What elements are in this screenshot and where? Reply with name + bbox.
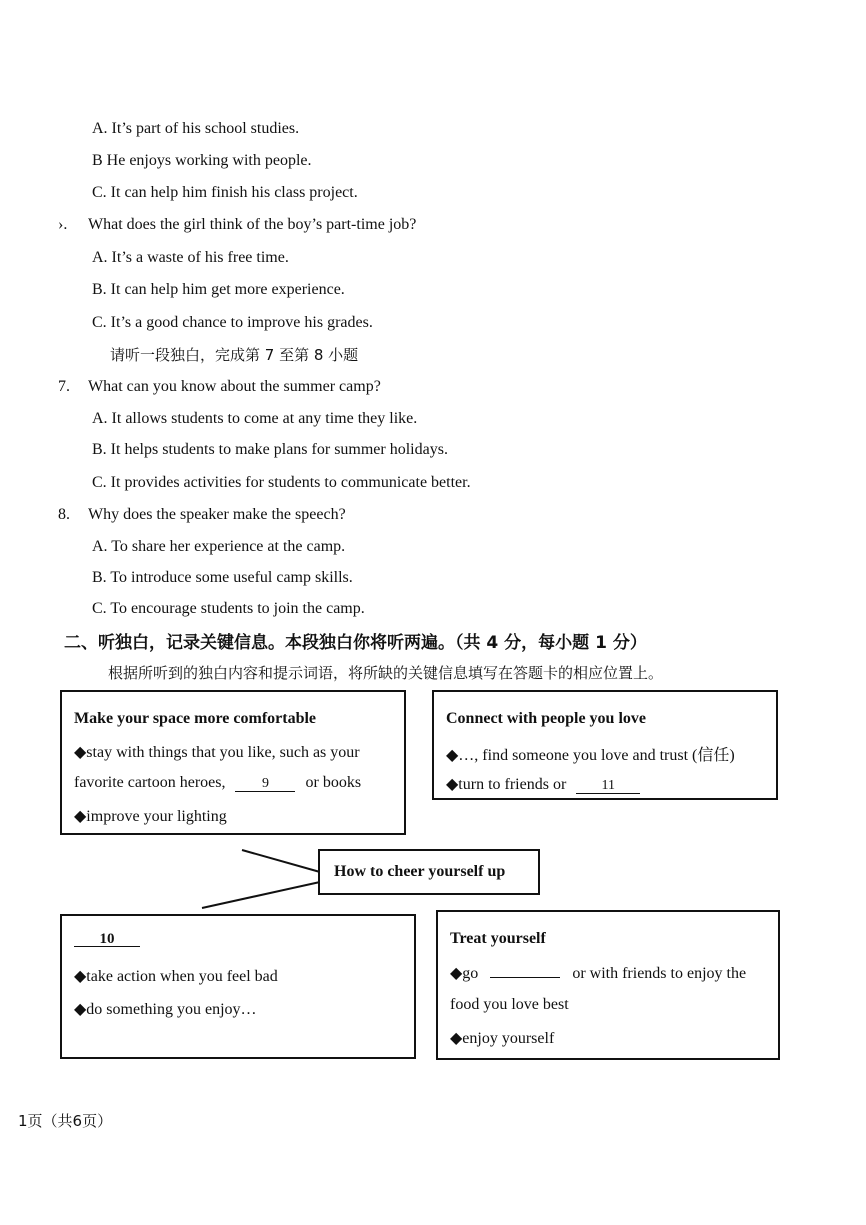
q6-option-c: C. It’s a good chance to improve his grades. (92, 314, 373, 331)
box-answer-10 (60, 914, 416, 1059)
section2-instruction: 根据所听到的独白内容和提示词语，将所缺的关键信息填写在答题卡的相应位置上。 (108, 664, 664, 682)
box-treat-line1 (450, 963, 746, 983)
q6-question: What does the girl think of the boy’s part-time job? (88, 216, 417, 233)
center-topic-box (318, 849, 540, 895)
q7-option-b: B. It helps students to make plans for summer holidays. (92, 441, 448, 458)
box-connect-line1: ◆…, find someone you love and trust (信任) (446, 747, 735, 764)
box-connect-line2 (446, 774, 640, 794)
box-make-space-comfortable (60, 690, 406, 835)
answer-blank-10[interactable]: 10 (74, 932, 140, 947)
box-ten-line2: ◆do something you enjoy… (74, 1001, 257, 1018)
section2-heading: 二、听独白，记录关键信息。本段独白你将听两遍。（共 4 分，每小题 1 分） (64, 633, 647, 653)
box-treat-line3: ◆enjoy yourself (450, 1030, 555, 1047)
q7-option-c: C. It provides activities for students to communicate better. (92, 474, 471, 491)
q7-option-a: A. It allows students to come at any time they like. (92, 410, 418, 427)
q6-number: ›. (58, 216, 68, 233)
box-space-title: Make your space more comfortable (74, 710, 317, 727)
page-footer: 1页（共6页） (18, 1112, 113, 1130)
answer-blank-12[interactable] (490, 977, 560, 978)
q7-question: What can you know about the summer camp? (88, 378, 381, 395)
q5-option-a: A. It’s part of his school studies. (92, 120, 300, 137)
answer-blank-11[interactable]: 11 (576, 779, 640, 794)
center-topic: How to cheer yourself up (334, 863, 506, 880)
answer-blank-9[interactable]: 9 (235, 777, 295, 792)
connector-line-lower (202, 882, 320, 908)
q8-option-b: B. To introduce some useful camp skills. (92, 569, 353, 586)
box-space-line2-end: or books (305, 774, 362, 791)
box-space-line1: ◆stay with things that you like, such as your (74, 744, 360, 761)
box-space-line2 (74, 774, 361, 792)
connector-line-upper (242, 850, 320, 872)
q5-option-c: C. It can help him finish his class project. (92, 184, 358, 201)
box-treat-line1-end: or with friends to enjoy the (572, 965, 747, 982)
box-space-line3: ◆improve your lighting (74, 808, 227, 825)
box-treat-title: Treat yourself (450, 930, 546, 947)
q8-question: Why does the speaker make the speech? (88, 506, 346, 523)
q5-option-b: B He enjoys working with people. (92, 152, 312, 169)
box-space-line2-text: favorite cartoon heroes, (74, 774, 226, 791)
q6-option-a: A. It’s a waste of his free time. (92, 249, 289, 266)
q8-option-c: C. To encourage students to join the camp. (92, 600, 365, 617)
q7-number: 7. (58, 378, 70, 395)
box-connect-people (432, 690, 778, 800)
box-connect-title: Connect with people you love (446, 710, 646, 727)
q8-option-a: A. To share her experience at the camp. (92, 538, 346, 555)
q6-option-b: B. It can help him get more experience. (92, 281, 345, 298)
q8-number: 8. (58, 506, 70, 523)
box-treat-yourself (436, 910, 780, 1060)
box-ten-line1: ◆take action when you feel bad (74, 968, 278, 985)
box-connect-line2-text: ◆turn to friends or (446, 776, 567, 793)
box-treat-line1-text: ◆go (450, 965, 479, 982)
box-treat-line2: food you love best (450, 996, 569, 1013)
instruction-q7-q8: 请听一段独白，完成第 7 至第 8 小题 (110, 346, 359, 364)
box-ten-title-row (74, 930, 140, 948)
